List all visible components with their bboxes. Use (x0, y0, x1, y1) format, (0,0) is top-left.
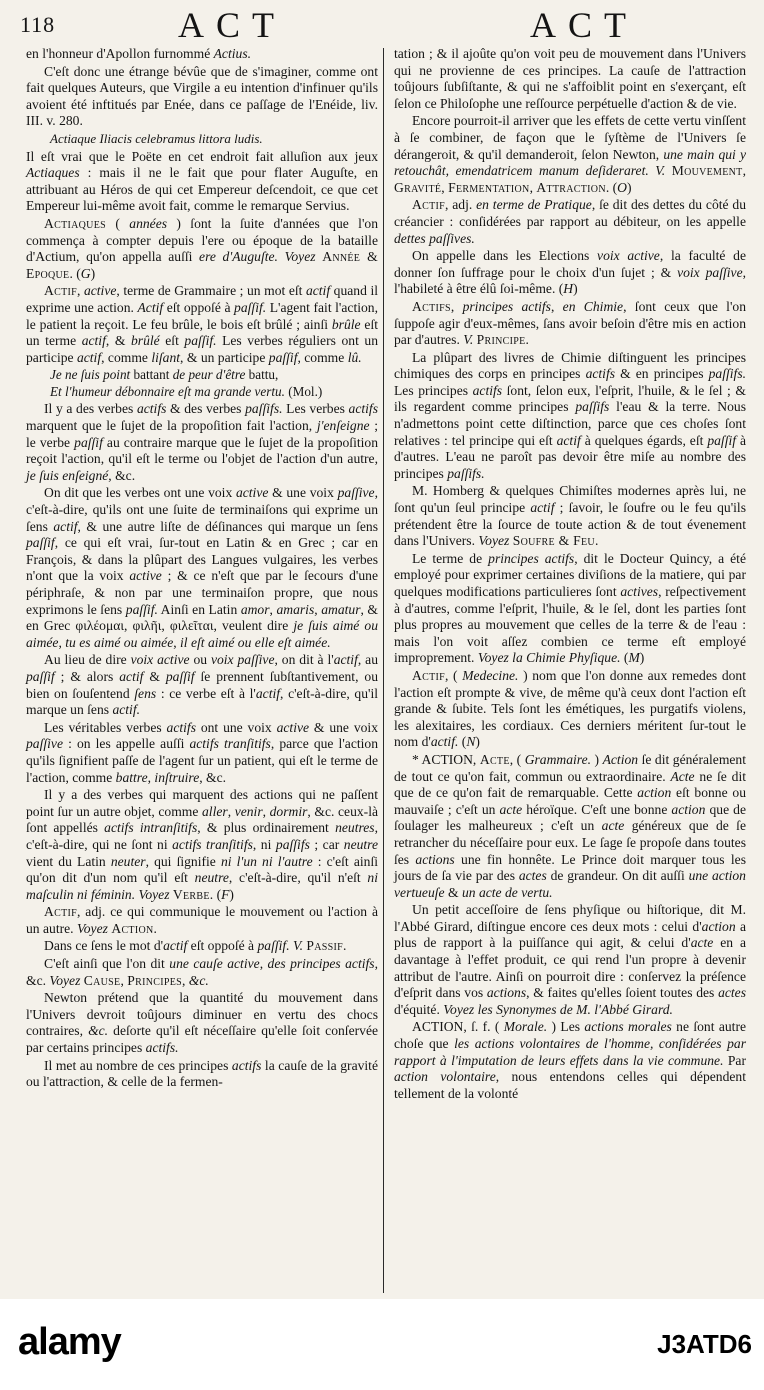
paragraph: Un petit acceſſoire de ſens phyſique ou hiſtorique, dit M. l'Abbé Girard, diſtingue encore ces deux mots : celui d'action a plus de rapport à la puiſſance qui agit, & celui d'acte en a davantage à l'effet produit, ce qui rend l'un propre à devenir attribut de l'autre. Ainſi on pourroit dire : conſervez la préſence d'eſprit dans vos actions, & faites qu'elles ſoient toutes des actes d'équité. Voyez les Synonymes de M. l'Abbé Girard. (394, 902, 746, 1017)
paragraph: Je ne ſuis point battant de peur d'être battu, Et l'humeur débonnaire eſt ma grande vertu. (Mol.) (50, 367, 323, 399)
paragraph: On dit que les verbes ont une voix active & une voix paſſive, c'eſt-à-dire, qu'ils ont une ſuite de terminaiſons qui exprime un ſens actif, & une autre liſte de déſinances qui marque un ſens paſſif, ce qui eſt vrai, ſur-tout en Latin & en Grec ; car en François, & dans la plûpart des Langues vulgaires, les verbes n'ont que la voix active ; & ce n'eſt que par le ſecours d'une périphraſe, & non par une terminaiſon propre, que nous exprimons le ſens paſſif. Ainſi en Latin amor, amaris, amatur, & en Grec φιλέομαι, φιλῆι, φιλεῖται, veulent dire je ſuis aimé ou aimée, tu es aimé ou aimée, il eſt aimé ou elle eſt aimée. (26, 485, 379, 650)
paragraph: Actiaques ( années ) ſont la ſuite d'années que l'on commença à compter depuis l'ere ou époque de la bataille d'Actium, qu'on appella auſſi ere d'Auguſte. Voyez Année & Epoque. (G) (26, 215, 378, 281)
paragraph: Newton prétend que la quantité du mouvement dans l'Univers devroit toûjours diminuer en vertu des chocs contraires, &c. deſorte qu'il eſt néceſſaire qu'elle ſoit conſervée par certains principes actifs. (26, 990, 379, 1056)
paragraph: Dans ce ſens le mot d'actif eſt oppoſé à paſſif. V. Passif. (44, 938, 347, 954)
paragraph: Il met au nombre de ces principes actifs la cauſe de la gravité ou l'attraction, & celle de la fermen- (26, 1057, 378, 1090)
paragraph: * ACTION, Acte, ( Grammaire. ) Action ſe dit généralement de tout ce qu'on fait, commun ou extraordinaire. Acte ne ſe dit que de ce qu'on fait de remarquable. Cette action eſt bonne ou mauvaiſe ; c'eſt un acte héroïque. C'eſt une bonne action que de ſoulager les malheureux ; c'eſt un acte généreux que de ſe retrancher du néceſſaire pour eux. Le ſage ſe propoſe dans toutes ſes actions une fin honnête. Le Prince doit marquer tous les jours de ſa vie par des actes de grandeur. On dit auſſi une action vertueuſe & un acte de vertu. (394, 751, 747, 900)
paragraph: Il eſt vrai que le Poëte en cet endroit fait alluſion aux jeux Actiaques : mais il ne le fait que pour flater Auguſte, en attribuant au Héros de qui cet Empereur deſcendoit, ce que cet Empereur lui-même avoit fait, comme le remarque Servius. (26, 148, 378, 214)
image-id: J3ATD6 (657, 1329, 752, 1359)
paragraph: Actifs, principes actifs, en Chimie, ſont ceux que l'on ſuppoſe agir d'eux-mêmes, ſans avoir beſoin d'être mis en action par d'autres. V. Principe. (394, 298, 746, 348)
running-head-right: ACT (530, 5, 638, 45)
paragraph: Au lieu de dire voix active ou voix paſſive, on dit à l'actif, au paſſif ; & alors actif & paſſif ſe prennent ſubſtantivement, ou bien on ſouſentend ſens : ce verbe eſt à l'actif, c'eſt-à-dire, qu'il marque un ſens actif. (26, 652, 378, 718)
paragraph: C'eſt ainſi que l'on dit une cauſe active, des principes actifs, &c. Voyez Cause, Principes, &c. (26, 956, 378, 988)
paragraph: La plûpart des livres de Chimie diſtinguent les principes chimiques des corps en principes actifs & en principes paſſifs. Les principes actifs ſont, ſelon eux, l'eſprit, l'huile, & le ſel ; & ils regardent comme principes paſſifs l'eau & la terre. Nous n'admettons point cette diſtinction, parce que ces choſes ſont relatives : tel principe qui eſt actif à quelques égards, eſt paſſif à d'autres. L'eau ne paroît pas devoir être miſe au nombre des principes paſſifs. (394, 349, 747, 481)
paragraph: Actiaque Iliacis celebramus littora ludis. (50, 130, 263, 146)
column-divider (383, 48, 384, 1293)
paragraph: Les véritables verbes actifs ont une voix active & une voix paſſive : on les appelle auſſi actifs tranſitifs, parce que l'action qu'ils ſignifient paſſe de l'agent ſur un patient, qui eſt le terme de l'action, comme battre, inſtruire, &c. (26, 719, 378, 785)
paragraph: Actif, active, terme de Grammaire ; un mot eſt actif quand il exprime une action. Actif eſt oppoſé à paſſif. L'agent fait l'action, le patient la reçoit. Le feu brûle, le bois eſt brûlé ; ainſi brûle eſt un terme actif, & brûlé eſt paſſif. Les verbes réguliers ont un participe actif, comme liſant, & un participe paſſif, comme lû. (26, 283, 379, 365)
paragraph: C'eſt donc une étrange bévûe que de s'imaginer, comme ont fait quelques Auteurs, que Virgile a eu intention d'infinuer qu'ils avoient été inftitués par Enée, dans ce paſſage de l'Enéide, liv. III. v. 280. (26, 63, 378, 129)
paragraph: Actif, ( Medecine. ) nom que l'on donne aux remedes dont l'action eſt prompte & vive, de même qu'à ceux dont l'action eſt grande & ſubite. Tels ſont les émétiques, les purgatifs violens, les alexitaires, les cordiaux. Ces derniers méritent ſur-tout le nom d'actif. (N) (394, 667, 746, 750)
page-header (0, 4, 764, 44)
running-head-left: ACT (178, 5, 286, 45)
paragraph: Il y a des verbes actifs & des verbes paſſifs. Les verbes actifs marquent que le ſujet de la propoſition fait l'action, j'enſeigne ; le verbe paſſif au contraire marque que le ſujet de la propoſition reçoit l'action, qu'il eſt le terme ou l'objet de l'action d'un autre, je ſuis enſeigné, &c. (26, 401, 378, 483)
paragraph: Le terme de principes actifs, dit le Docteur Quincy, a été employé pour exprimer certaines diviſions de la matiere, qui par quelques modifications particulieres ſont actives, reſpectivement à d'autres, comme l'eſprit, l'huile, & le ſel, dont les parties ſont plus propres au mouvement que celles de la terre & de l'eau : mais l'on voit aſſez combien ce terme eſt employé improprement. Voyez la Chimie Phyſique. (M) (394, 550, 746, 666)
paragraph: Encore pourroit-il arriver que les effets de cette vertu vinſſent à ſe combiner, de façon que le ſyſtème de l'Univers ſe dérangeroit, & qu'il demanderoit, ſelon Newton, une main qui y retouchât, emendatricem manum deſideraret. V. Mouvement, Gravité, Fermentation, Attraction. (O) (394, 113, 746, 195)
page-number: 118 (20, 12, 56, 37)
paragraph: Actif, adj. ce qui communique le mouvement ou l'action à un autre. Voyez Action. (26, 904, 378, 936)
paragraph: Il y a des verbes qui marquent des actions qui ne paſſent point ſur un autre objet, comme aller, venir, dormir, &c. ceux-là ſont appellés actifs intranſitifs, & plus ordinairement neutres, c'eſt-à-dire, qui ne ſont ni actifs tranſitifs, ni paſſifs ; car neutre vient du Latin neuter, qui ſignifie ni l'un ni l'autre : c'eſt ainſi qu'on dit d'un nom qu'il eſt neutre, c'eſt-à-dire, qu'il n'eſt ni maſculin ni féminin. Voyez Verbe. (F) (26, 787, 379, 902)
paragraph: en l'honneur d'Apollon furnommé Actius. (26, 46, 252, 61)
paragraph: tation ; & il ajoûte qu'on voit peu de mouvement dans l'Univers qui ne provienne de ces principes. La cauſe de l'attraction toûjours ſubſiſtante, & qui ne s'affoiblit point en s'exerçant, eſt ſelon ce Philoſophe une reſſource perpétuelle d'action & de vie. (394, 46, 746, 111)
paragraph: ACTION, ſ. f. ( Morale. ) Les actions morales ne ſont autre choſe que les actions volontaires de l'homme, conſidérées par rapport à l'imputation de leurs effets dans la vie commune. Par action volontaire, nous entendons celles qui dépendent tellement de la volonté (394, 1019, 746, 1101)
stock-footer (0, 1299, 764, 1390)
left-column (26, 46, 378, 1092)
paragraph: On appelle dans les Elections voix active, la faculté de donner ſon ſuffrage pour le choix d'un ſujet ; & voix paſſive, l'habileté à être élû ſoi-même. (H) (394, 248, 747, 297)
right-column (394, 46, 746, 1103)
paragraph: Actif, adj. en terme de Pratique, ſe dit des dettes du côté du créancier : conſidérées par rapport au débiteur, on les appelle dettes paſſives. (394, 197, 746, 246)
paragraph: M. Homberg & quelques Chimiſtes modernes après lui, ne ſont qu'un ſeul principe actif ; ſavoir, le ſoufre ou le feu qu'ils prétendent être la ſource de toute action & de tout évenement dans l'Univers. Voyez Soufre & Feu. (394, 483, 746, 549)
alamy-logo: alamy (18, 1321, 121, 1363)
